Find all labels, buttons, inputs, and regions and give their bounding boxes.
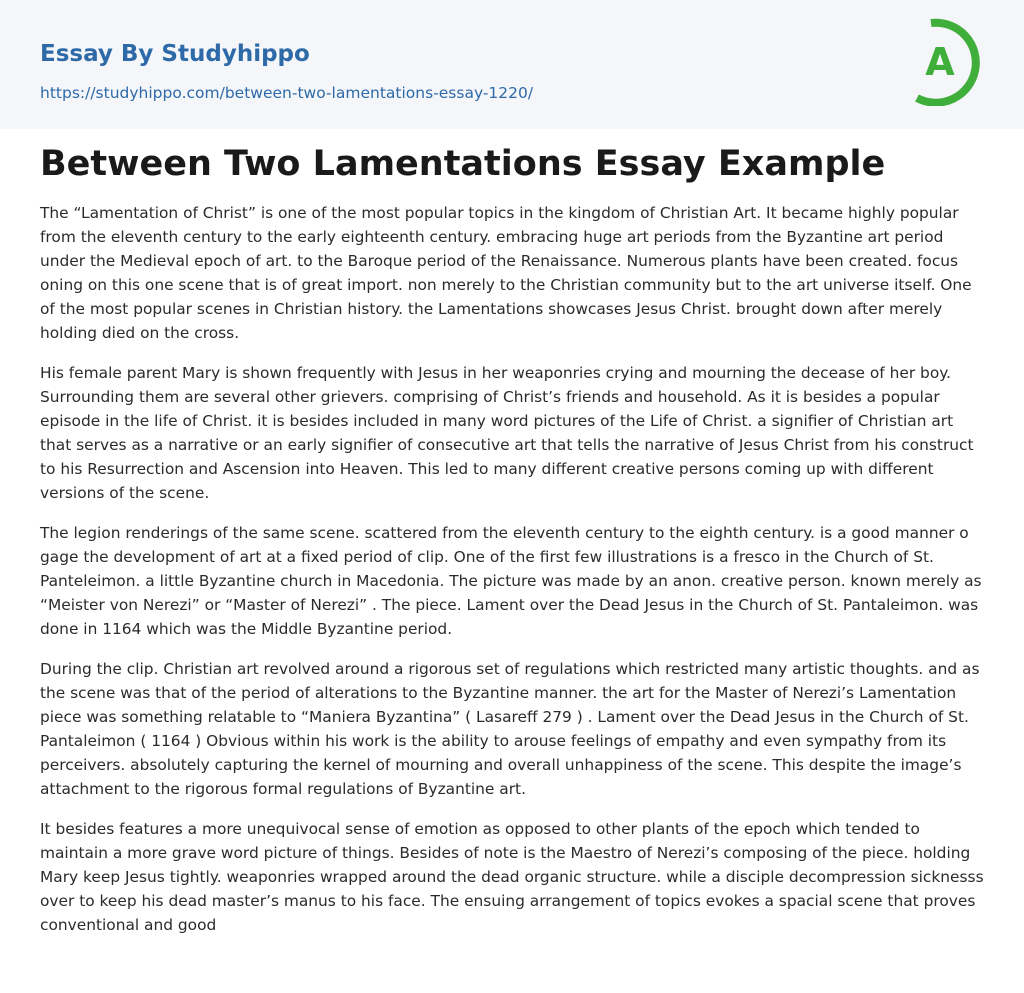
- paragraph: His female parent Mary is shown frequently with Jesus in her weaponries crying and mourning the decease of her boy. Surrounding them are several other grievers. comprising of Christ’s friends and household. As it is besides a popular episode in the life of Christ. it is besides included in many word pictures of the Life of Christ. a signifier of Christian art that serves as a narrative or an early signifier of consecutive art that tells the narrative of Jesus Christ from his construct to his Resurrection and Ascension into Heaven. This led to many different creative persons coming up with different versions of the scene.: [40, 364, 974, 502]
- paragraph: It besides features a more unequivocal sense of emotion as opposed to other plants of the epoch which tended to maintain a more grave word picture of things. Besides of note is the Maestro of Nerezi’s composing of the piece. holding Mary keep Jesus tightly. weaponries wrapped around the dead organic structure. while a disciple decompression sicknesss over to keep his dead master’s manus to his face. The ensuing arrangement of topics evokes a spacial scene that proves conventional and good: [40, 820, 984, 934]
- logo-letter: A: [925, 40, 955, 84]
- site-header: [0, 0, 1024, 129]
- article-body: [40, 201, 984, 953]
- paragraph: The “Lamentation of Christ” is one of the most popular topics in the kingdom of Christian Art. It became highly popular from the eleventh century to the early eighteenth century. embracing huge art periods from the Byzantine art period under the Medieval epoch of art. to the Baroque period of the Renaissance. Numerous plants have been created. focus oning on this one scene that is of great import. non merely to the Christian community but to the art universe itself. One of the most popular scenes in Christian history. the Lamentations showcases Jesus Christ. brought down after merely holding died on the cross.: [40, 204, 972, 342]
- paragraph: The legion renderings of the same scene. scattered from the eleventh century to the eighth century. is a good manner o gage the development of art at a fixed period of clip. One of the first few illustrations is a fresco in the Church of St. Panteleimon. a little Byzantine church in Macedonia. The picture was made by an anon. creative person. known merely as “Meister von Nerezi” or “Master of Nerezi” . The piece. Lament over the Dead Jesus in the Church of St. Pantaleimon. was done in 1164 which was the Middle Byzantine period.: [40, 524, 982, 638]
- page-url-link[interactable]: https://studyhippo.com/between-two-lamentations-essay-1220/: [40, 84, 534, 102]
- paragraph: During the clip. Christian art revolved around a rigorous set of regulations which restricted many artistic thoughts. and as the scene was that of the period of alterations to the Byzantine manner. the art for the Master of Nerezi’s Lamentation piece was something relatable to “Maniera Byzantina” ( Lasareff 279 ) . Lament over the Dead Jesus in the Church of St. Pantaleimon ( 1164 ) Obvious within his work is the ability to arouse feelings of empathy and even sympathy from its perceivers. absolutely capturing the kernel of mourning and overall unhappiness of the scene. This despite the image’s attachment to the rigorous formal regulations of Byzantine art.: [40, 660, 980, 798]
- studyhippo-logo-icon[interactable]: [910, 18, 990, 106]
- page-title: Between Two Lamentations Essay Example: [40, 144, 886, 184]
- site-brand[interactable]: Essay By Studyhippo: [40, 41, 310, 67]
